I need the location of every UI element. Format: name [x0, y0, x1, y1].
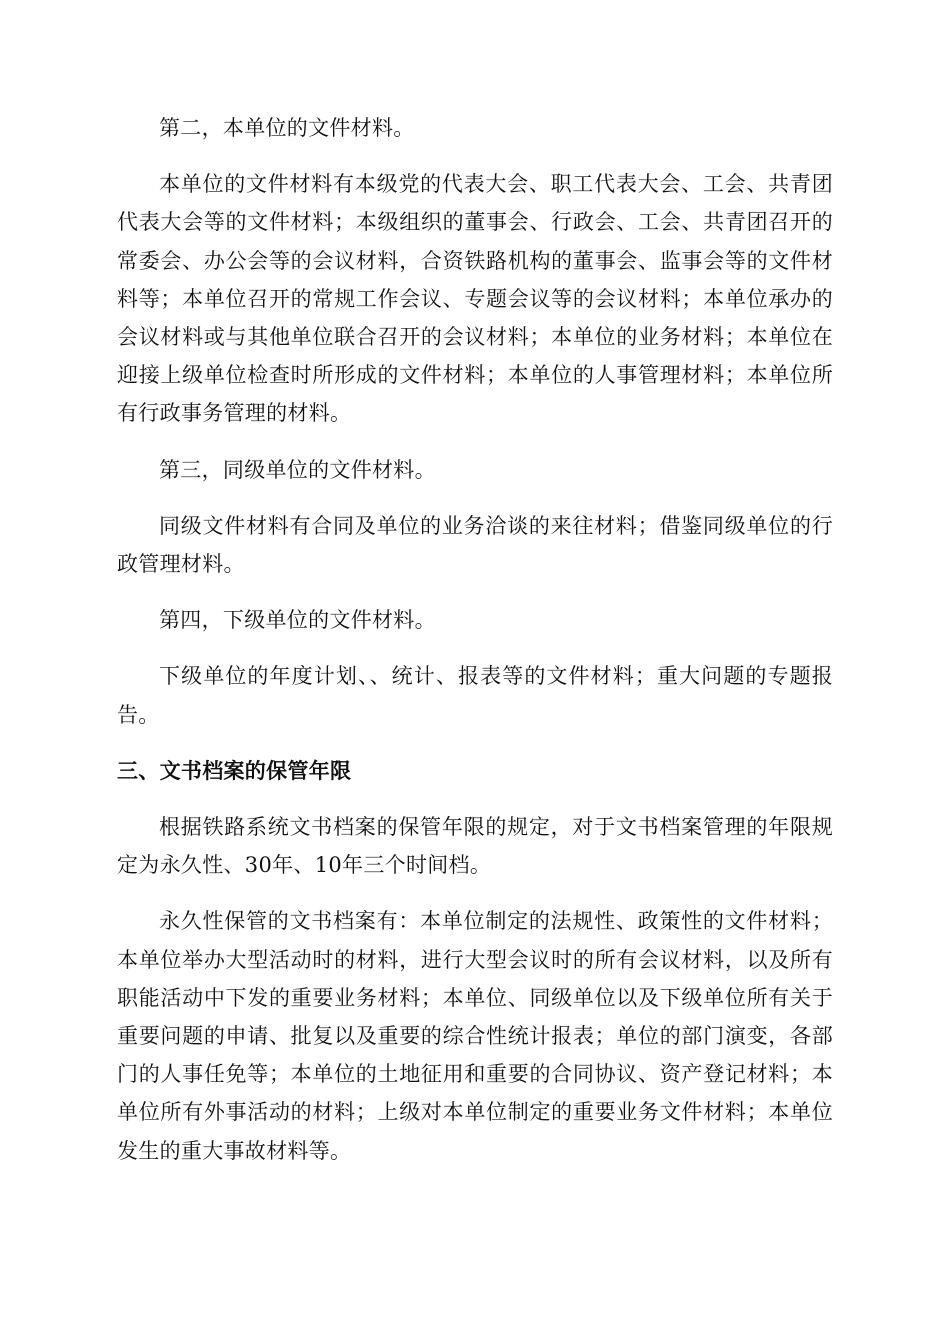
paragraph-fourth-lower-level-title: 第四，下级单位的文件材料。 — [159, 608, 436, 633]
paragraph-third-same-level-title: 第三，同级单位的文件材料。 — [159, 457, 436, 482]
paragraph-lower-level-content: 下级单位的年度计划、、统计、报表等的文件材料；重大问题的专题报告。 — [117, 664, 833, 727]
paragraph-unit-docs-content: 本单位的文件材料有本级党的代表大会、职工代表大会、工会、共青团代表大会等的文件材料；本级组织的董事会、行政会、工会、共青团召开的常委会、办公会等的会议材料，合资铁路机构的董事会、监事会等的文件材料等；本单位召开的常规工作会议、专题会议等的会议材料；本单位承办的会议材料或与其他单位联合召开的会议材料；本单位的业务材料；本单位在迎接上级单位检查时所形成的文件材料；本单位的人事管理材料；本单位所有行政事务管理的材料。 — [117, 172, 833, 426]
paragraph-second-unit-docs-title: 第二，本单位的文件材料。 — [159, 116, 415, 140]
paragraph-same-level-content: 同级文件材料有合同及单位的业务洽谈的来往材料；借鉴同级单位的行政管理材料。 — [117, 513, 833, 577]
paragraph-retention-rule: 根据铁路系统文书档案的保管年限的规定，对于文书档案管理的年限规定为永久性、30年、10年三个时间档。 — [117, 815, 833, 878]
paragraph-permanent-retention: 永久性保管的文书档案有：本单位制定的法规性、政策性的文件材料；本单位举办大型活动时的材料，进行大型会议时的所有会议材料，以及所有职能活动中下发的重要业务材料；本单位、同级单位以及下级单位所有关于重要问题的申请、批复以及重要的综合性统计报表；单位的部门演变，各部门的人事任免等；本单位的土地征用和重要的合同协议、资产登记材料；本单位所有外事活动的材料；上级对本单位制定的重要业务文件材料；本单位发生的重大事故材料等。 — [117, 909, 833, 1163]
section-heading-retention-period: 三、文书档案的保管年限 — [117, 758, 352, 783]
document-page — [117, 109, 833, 1188]
